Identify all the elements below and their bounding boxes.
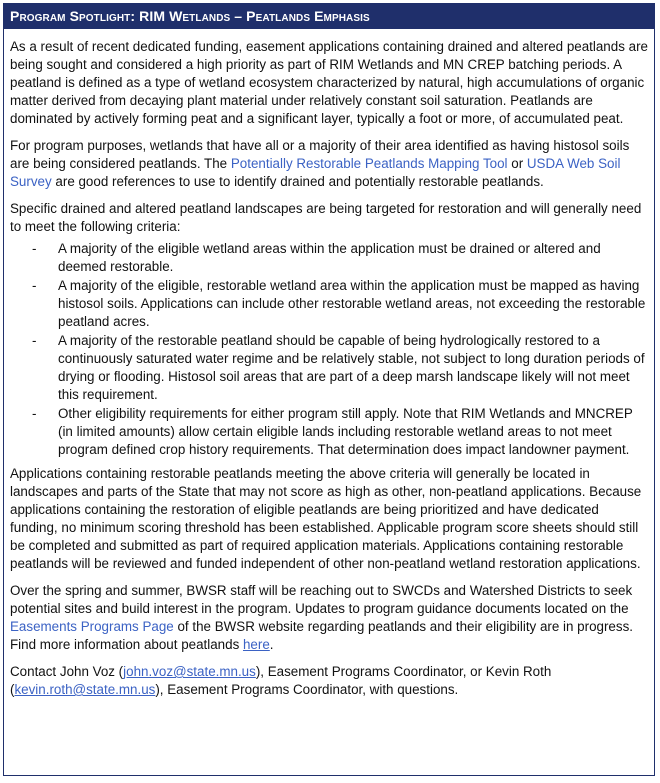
outreach-text-2: of the BWSR website regarding peatlands and their eligibility are in progress. Find more information about peatlands [10,619,633,652]
criteria-list [10,240,648,459]
peatlands-info-link[interactable]: here [242,637,270,652]
usda-web-soil-survey-link[interactable]: USDA Web Soil Survey [10,156,621,189]
contact-text-2: ), Easement Programs Coordinator, or Kevin Roth ( [10,664,552,697]
list-dash: - [32,406,37,421]
kevin-roth-email-link[interactable]: kevin.roth@state.mn.us [14,682,156,697]
contact-text-3: ), Easement Programs Coordinator, with questions. [155,682,459,697]
list-dash: - [32,241,37,256]
criteria-text: Other eligibility requirements for either program still apply. Note that RIM Wetlands and MNCREP (in limited amounts) allow certain eligible lands including restorable wetland areas to not meet program defined crop history requirements. That determination does impact landowner payment. [58,406,633,457]
program-spotlight-box [3,3,655,776]
easements-programs-page-link[interactable]: Easements Programs Page [10,619,174,634]
list-dash: - [32,333,37,348]
intro-paragraph: As a result of recent dedicated funding, easement applications containing drained and altered peatlands are being sought and considered a high priority as part of RIM Wetlands and MN CREP batching periods. A peatland is defined as a type of wetland ecosystem characterized by natural, high accumulations of organic matter derived from decaying plant material under relatively constant soil saturation. Peatlands are dominated by actively forming peat and a significant layer, typically a foot or more, of accumulated peat. [10,39,648,126]
contact-text-1: Contact John Voz ( [10,664,124,679]
criteria-item [32,240,648,276]
peatlands-mapping-tool-link[interactable]: Potentially Restorable Peatlands Mapping Tool [230,156,508,171]
histosol-text-2: or [507,156,527,171]
outreach-text-1: Over the spring and summer, BWSR staff will be reaching out to SWCDs and Watershed Districts to seek potential sites and build interest in the program. Updates to program guidance documents located on the [10,583,633,616]
spotlight-content [4,29,654,699]
outreach-text-3: . [269,637,274,652]
histosol-text-1: For program purposes, wetlands that have all or a majority of their area identified as having histosol soils are being considered peatlands. The [10,138,630,171]
criteria-text: A majority of the restorable peatland should be capable of being hydrologically restored to a continuously saturated water regime and be relatively stable, not subject to long duration periods of drying or flooding. Histosol soil areas that are part of a deep marsh landscape likely will not meet this requirement. [58,333,645,402]
criteria-intro-paragraph: Specific drained and altered peatland landscapes are being targeted for restoration and will generally need to meet the following criteria: [10,201,642,234]
histosol-text-3: are good references to use to identify drained and potentially restorable peatlands. [51,174,544,189]
criteria-item [32,405,648,459]
list-dash: - [32,278,37,293]
scoring-paragraph: Applications containing restorable peatlands meeting the above criteria will generally be located in landscapes and parts of the State that may not score as high as other, non-peatland applications. Because applications containing the restoration of eligible peatlands are being prioritized and have dedicated funding, no minimum scoring threshold has been established. Applicable program score sheets should still be completed and submitted as part of required application materials. Applications containing restorable peatlands will be reviewed and funded independent of other non-peatland wetland restoration applications. [10,466,642,571]
contact-paragraph [10,663,648,699]
john-voz-email-link[interactable]: john.voz@state.mn.us [123,664,256,679]
criteria-item [32,277,648,331]
histosol-paragraph [10,137,648,191]
criteria-item [32,332,648,404]
spotlight-header: Program Spotlight: RIM Wetlands – Peatlands Emphasis [4,4,654,29]
outreach-paragraph [10,582,648,654]
criteria-text: A majority of the eligible wetland areas within the application must be drained or altered and deemed restorable. [58,241,601,274]
criteria-text: A majority of the eligible, restorable wetland area within the application must be mapped as having histosol soils. Applications can include other restorable wetland areas, not exceeding the restorable peatland acres. [58,278,646,329]
